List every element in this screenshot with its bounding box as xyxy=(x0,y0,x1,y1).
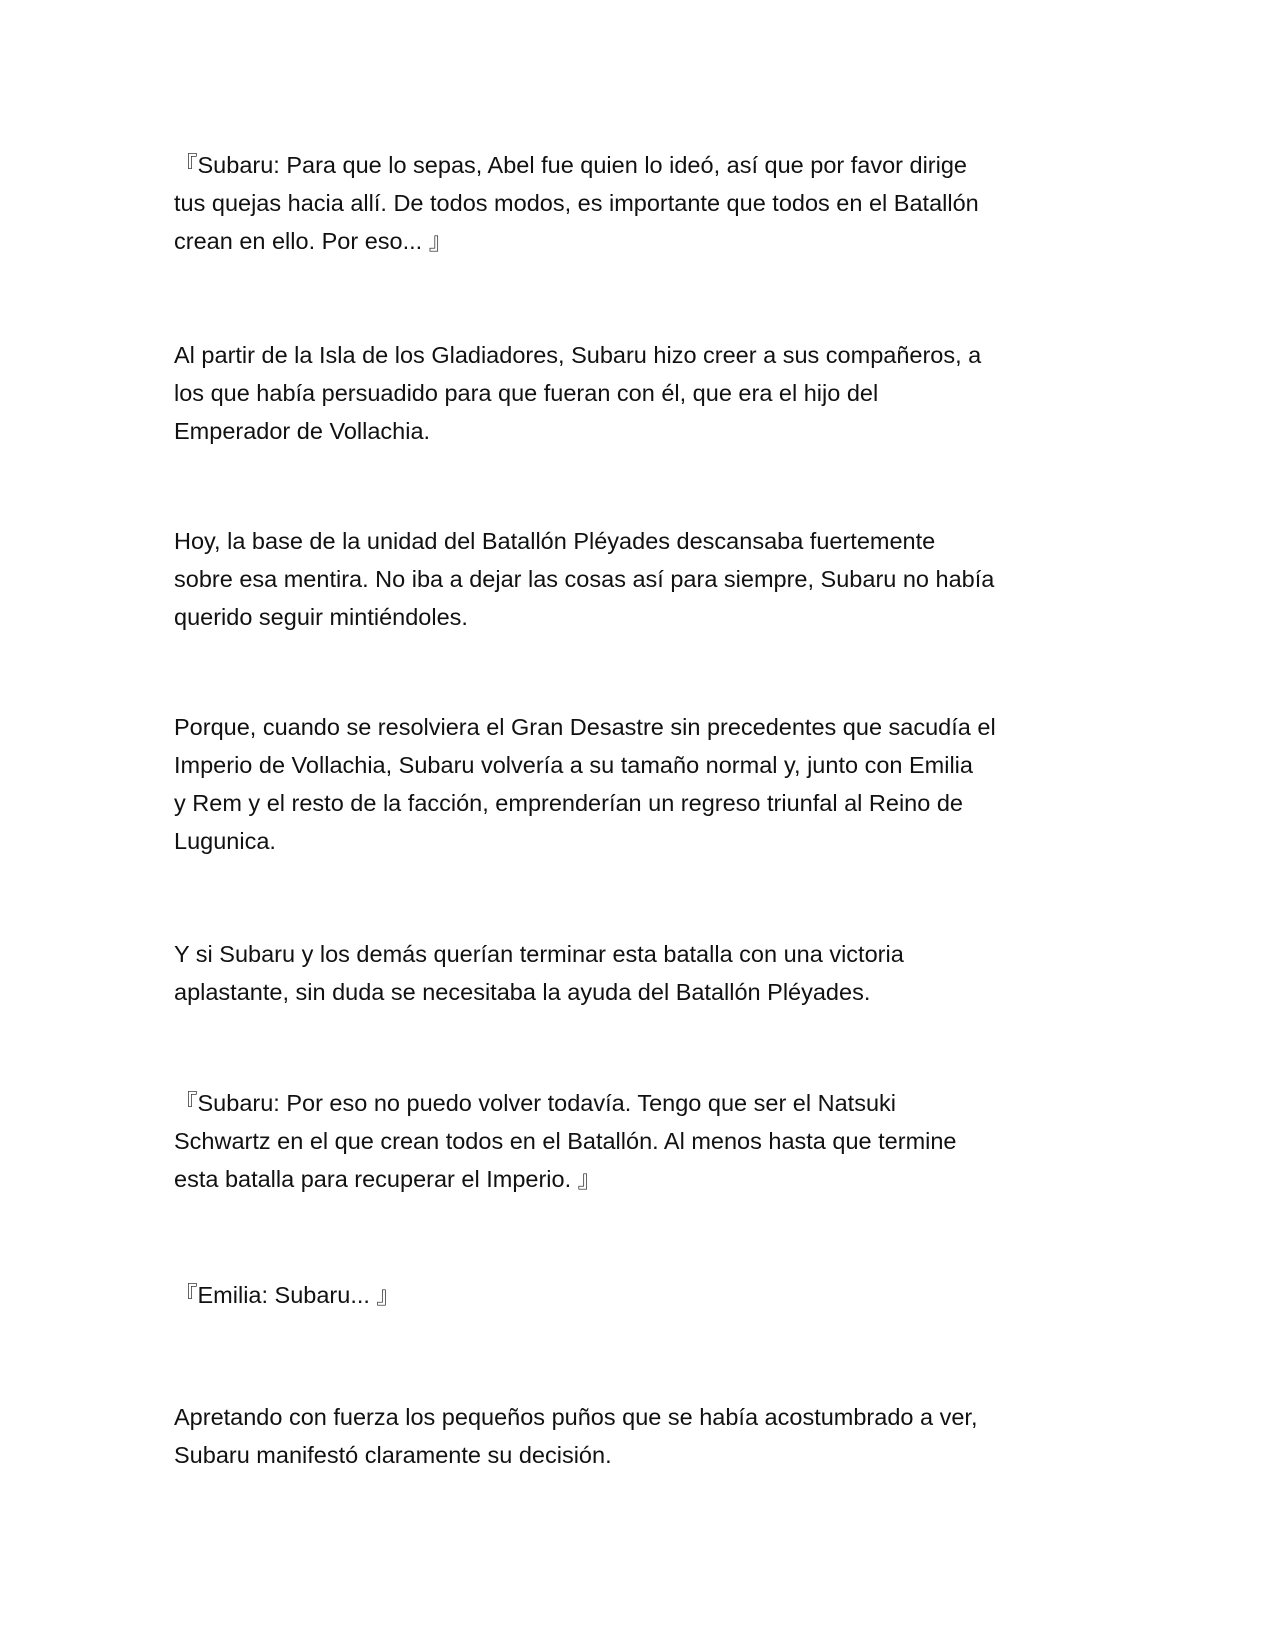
text-line: Imperio de Vollachia, Subaru volvería a su tamaño normal y, junto con Emilia xyxy=(174,752,973,778)
text-line: Porque, cuando se resolviera el Gran Desastre sin precedentes que sacudía el xyxy=(174,714,996,740)
text-line: Emperador de Vollachia. xyxy=(174,418,431,444)
text-line: 『Subaru: Para que lo sepas, Abel fue quien lo ideó, así que por favor dirige xyxy=(174,152,967,178)
narration-paragraph xyxy=(174,522,1104,636)
text-line: tus quejas hacia allí. De todos modos, es importante que todos en el Batallón xyxy=(174,190,979,216)
text-line: Al partir de la Isla de los Gladiadores, Subaru hizo creer a sus compañeros, a xyxy=(174,342,982,368)
text-line: y Rem y el resto de la facción, emprenderían un regreso triunfal al Reino de xyxy=(174,790,963,816)
text-line: Subaru manifestó claramente su decisión. xyxy=(174,1442,612,1468)
text-line: Hoy, la base de la unidad del Batallón Pléyades descansaba fuertemente xyxy=(174,528,936,554)
text-line: 『Emilia: Subaru... 』 xyxy=(174,1282,400,1308)
text-line: sobre esa mentira. No iba a dejar las cosas así para siempre, Subaru no había xyxy=(174,566,995,592)
text-line: crean en ello. Por eso... 』 xyxy=(174,228,453,254)
text-line: querido seguir mintiéndoles. xyxy=(174,604,468,630)
narration-paragraph xyxy=(174,336,1104,450)
text-line: Apretando con fuerza los pequeños puños que se había acostumbrado a ver, xyxy=(174,1404,978,1430)
text-line: los que había persuadido para que fueran con él, que era el hijo del xyxy=(174,380,879,406)
text-line: 『Subaru: Por eso no puedo volver todavía. Tengo que ser el Natsuki xyxy=(174,1090,896,1116)
dialogue-paragraph xyxy=(174,1276,1104,1314)
text-line: Y si Subaru y los demás querían terminar esta batalla con una victoria xyxy=(174,941,904,967)
text-line: esta batalla para recuperar el Imperio. 』 xyxy=(174,1166,602,1192)
narration-paragraph xyxy=(174,708,1104,860)
narration-paragraph xyxy=(174,935,1104,1011)
text-line: Lugunica. xyxy=(174,828,276,854)
text-line: aplastante, sin duda se necesitaba la ayuda del Batallón Pléyades. xyxy=(174,979,871,1005)
dialogue-paragraph xyxy=(174,1084,1104,1198)
narration-paragraph xyxy=(174,1398,1104,1474)
text-line: Schwartz en el que crean todos en el Batallón. Al menos hasta que termine xyxy=(174,1128,957,1154)
dialogue-paragraph xyxy=(174,146,1104,260)
